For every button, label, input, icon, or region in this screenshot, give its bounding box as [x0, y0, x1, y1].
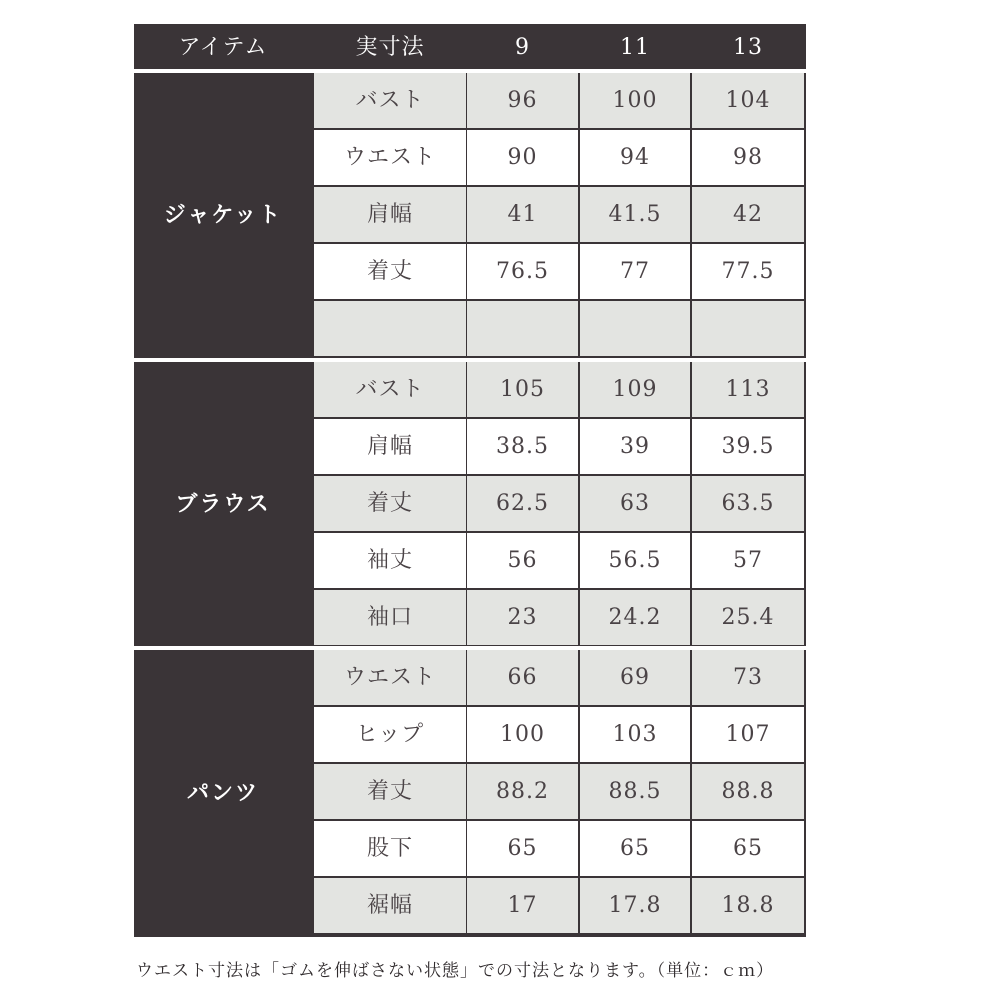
- measure-cell: 裾幅: [314, 878, 466, 933]
- value-cell-size-13: 107: [692, 707, 804, 762]
- value-cell-size-9: 76.5: [467, 244, 578, 299]
- measure-cell: 肩幅: [314, 187, 466, 242]
- header-size-13: 13: [733, 35, 763, 60]
- value-cell-size-11: 24.2: [580, 590, 690, 645]
- value-cell-size-9: 96: [467, 73, 578, 128]
- value-cell-size-9: 38.5: [467, 419, 578, 474]
- value-cell-size-9: 105: [467, 362, 578, 417]
- measure-cell: 着丈: [314, 476, 466, 531]
- value-cell-size-13: 73: [692, 650, 804, 705]
- value-cell-size-13: 39.5: [692, 419, 804, 474]
- value-cell-size-13: 65: [692, 821, 804, 876]
- value-cell-size-11: 41.5: [580, 187, 690, 242]
- header-size-11: 11: [620, 35, 650, 60]
- value-cell-size-13: 77.5: [692, 244, 804, 299]
- measure-cell: 袖丈: [314, 533, 466, 588]
- value-cell-size-9: 90: [467, 130, 578, 185]
- value-cell-size-11: 103: [580, 707, 690, 762]
- value-cell-size-13: [692, 301, 804, 356]
- value-cell-size-11: 39: [580, 419, 690, 474]
- measure-cell: ウエスト: [314, 650, 466, 705]
- measure-cell: 肩幅: [314, 419, 466, 474]
- value-cell-size-9: 56: [467, 533, 578, 588]
- measure-cell: 着丈: [314, 764, 466, 819]
- header-item: アイテム: [178, 35, 268, 60]
- measure-cell: ウエスト: [314, 130, 466, 185]
- value-cell-size-9: 17: [467, 878, 578, 933]
- value-cell-size-13: 98: [692, 130, 804, 185]
- value-cell-size-11: 88.5: [580, 764, 690, 819]
- value-cell-size-9: 23: [467, 590, 578, 645]
- measure-cell: [314, 301, 466, 356]
- value-cell-size-11: 69: [580, 650, 690, 705]
- header-size-9: 9: [515, 35, 530, 60]
- value-cell-size-13: 104: [692, 73, 804, 128]
- value-cell-size-11: 94: [580, 130, 690, 185]
- measure-cell: バスト: [314, 73, 466, 128]
- value-cell-size-11: [580, 301, 690, 356]
- value-cell-size-9: 100: [467, 707, 578, 762]
- value-cell-size-11: 77: [580, 244, 690, 299]
- size-table: [134, 24, 806, 937]
- value-cell-size-9: 62.5: [467, 476, 578, 531]
- footnote: ウエスト寸法は「ゴムを伸ばさない状態」での寸法となります。（単位：ｃｍ）: [136, 961, 775, 981]
- value-cell-size-11: 63: [580, 476, 690, 531]
- value-cell-size-13: 18.8: [692, 878, 804, 933]
- value-cell-size-9: [467, 301, 578, 356]
- measure-cell: バスト: [314, 362, 466, 417]
- value-cell-size-9: 41: [467, 187, 578, 242]
- measure-cell: 股下: [314, 821, 466, 876]
- value-cell-size-13: 25.4: [692, 590, 804, 645]
- value-cell-size-13: 88.8: [692, 764, 804, 819]
- group-label: パンツ: [186, 780, 259, 806]
- value-cell-size-11: 100: [580, 73, 690, 128]
- measure-cell: 袖口: [314, 590, 466, 645]
- group-label: ブラウス: [175, 491, 271, 517]
- value-cell-size-11: 65: [580, 821, 690, 876]
- group-label: ジャケット: [163, 202, 283, 228]
- value-cell-size-13: 113: [692, 362, 804, 417]
- value-cell-size-13: 57: [692, 533, 804, 588]
- measure-cell: ヒップ: [314, 707, 466, 762]
- value-cell-size-9: 65: [467, 821, 578, 876]
- value-cell-size-9: 88.2: [467, 764, 578, 819]
- value-cell-size-9: 66: [467, 650, 578, 705]
- value-cell-size-11: 56.5: [580, 533, 690, 588]
- value-cell-size-13: 42: [692, 187, 804, 242]
- value-cell-size-11: 109: [580, 362, 690, 417]
- header-measure: 実寸法: [355, 35, 425, 60]
- value-cell-size-11: 17.8: [580, 878, 690, 933]
- measure-cell: 着丈: [314, 244, 466, 299]
- value-cell-size-13: 63.5: [692, 476, 804, 531]
